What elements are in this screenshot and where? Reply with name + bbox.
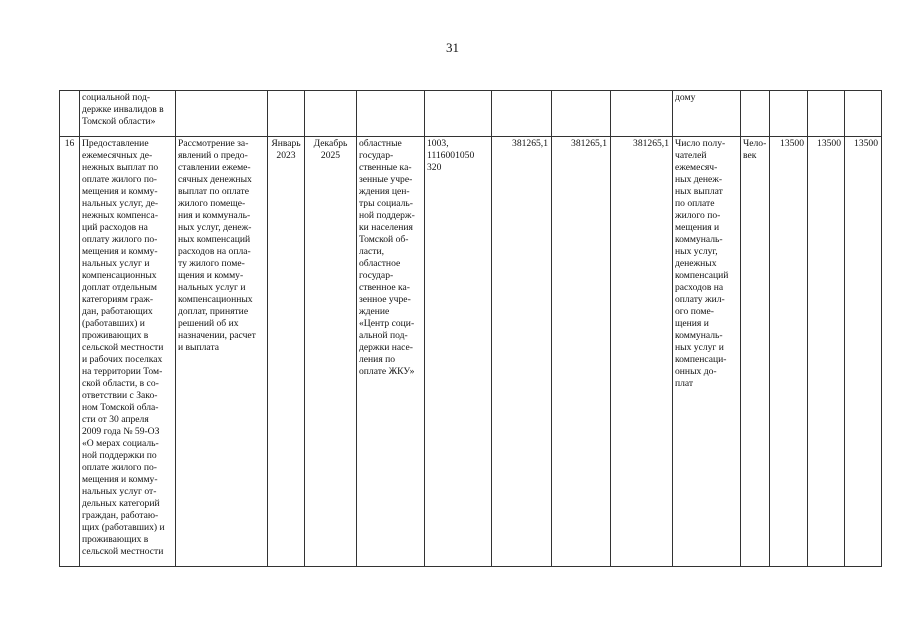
cell-end	[305, 91, 357, 137]
cell-code	[425, 91, 492, 137]
start-month: Январь	[271, 138, 301, 149]
cell-amount-2	[552, 91, 611, 137]
cell-no: 16	[60, 137, 80, 567]
cell-content: Рассмотрение за- явлений о предо- ставлении ежеме- сячных денежных выплат по оплате жилого помеще- ния и коммуналь- ных услуг, денеж- ных компенсаций расходов на опла- ту жилого поме- щения и комму- нальных услуг и компенсационных доплат, принятие решений об их назначении, расчет и выплата	[176, 137, 268, 567]
cell-unit: Чело- век	[741, 137, 770, 567]
cell-executor	[357, 91, 425, 137]
cell-content	[176, 91, 268, 137]
cell-value-1	[770, 91, 808, 137]
cell-value-1: 13500	[770, 137, 808, 567]
cell-value-3	[845, 91, 882, 137]
cell-amount-1: 381265,1	[492, 137, 552, 567]
cell-name: Предоставление ежемесячных де- нежных выплат по оплате жилого по- мещения и комму- нальных услуг, де- нежных компенса- ций расходов на оплату жилого по- мещения и комму- нальных услуг и компенсационных доплат отдельным категориям граж- дан, работающих (работавших) и проживающих в сельской местности и рабочих поселках на территории Том- ской области, в со- ответствии с Зако- ном Томской обла- сти от 30 апреля 2009 года № 59-ОЗ «О мерах социаль- ной поддержки по оплате жилого по- мещения и комму- нальных услуг от- дельных категорий граждан, работаю- щих (работавших) и проживающих в сельской местности	[80, 137, 176, 567]
cell-indicator: дому	[673, 91, 741, 137]
table-row-16	[60, 137, 882, 567]
start-year: 2023	[276, 150, 296, 161]
cell-start	[268, 91, 305, 137]
program-table	[59, 90, 882, 567]
cell-unit	[741, 91, 770, 137]
table-row-continuation	[60, 91, 882, 137]
cell-amount-3	[611, 91, 673, 137]
end-year: 2025	[320, 150, 341, 161]
end-month: Декабрь	[313, 138, 348, 149]
cell-no	[60, 91, 80, 137]
cell-name: социальной под- держке инвалидов в Томской области»	[80, 91, 176, 137]
cell-value-2: 13500	[808, 137, 845, 567]
page-number: 31	[446, 40, 459, 55]
cell-indicator: Число полу- чателей ежемесяч- ных денеж- ных выплат по оплате жилого по- мещения и коммуналь- ных услуг, денежных компенсаций расходов на оплату жил- ого поме- щения и коммуналь- ных услуг и компенсаци- онных до- плат	[673, 137, 741, 567]
cell-code: 1003, 1116001050 320	[425, 137, 492, 567]
cell-end	[305, 137, 357, 567]
cell-value-3: 13500	[845, 137, 882, 567]
cell-value-2	[808, 91, 845, 137]
cell-amount-1	[492, 91, 552, 137]
cell-start	[268, 137, 305, 567]
cell-executor: областные государ- ственные ка- зенные учре- ждения цен- тры социаль- ной поддерж- ки населения Томской об- ласти, областное государ- ственное ка- зенное учре- ждение «Центр соци- альной под- держки насе- ления по оплате ЖКУ»	[357, 137, 425, 567]
cell-amount-3: 381265,1	[611, 137, 673, 567]
cell-amount-2: 381265,1	[552, 137, 611, 567]
